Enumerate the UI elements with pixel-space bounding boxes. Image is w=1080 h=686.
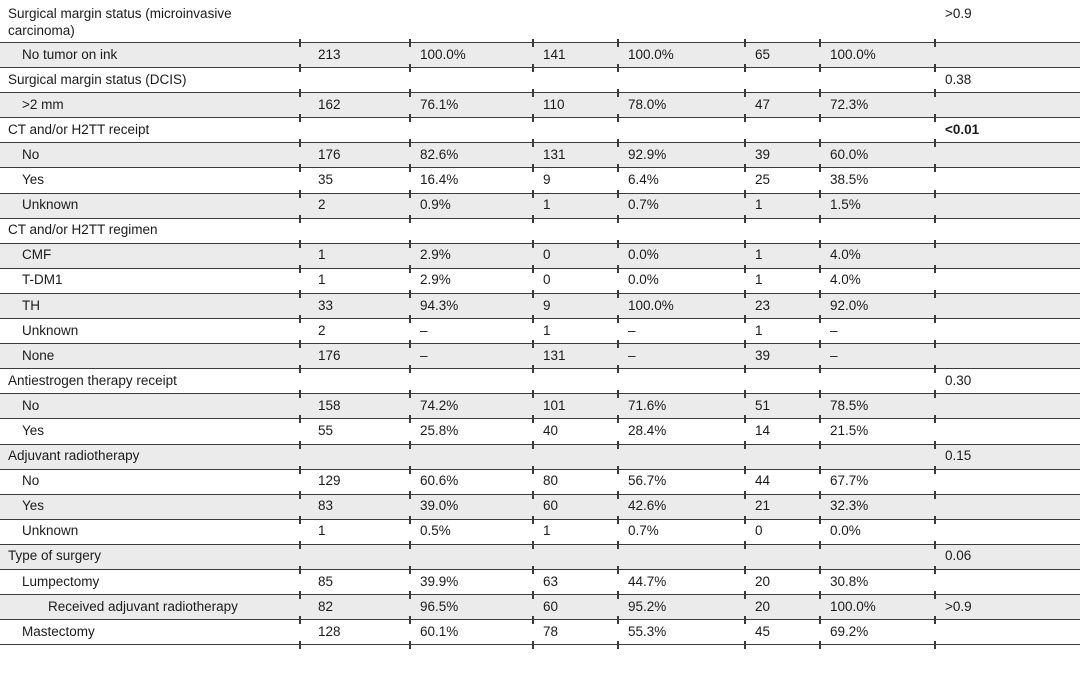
count-cell: 1 <box>300 519 410 544</box>
p-value-cell <box>935 193 1080 218</box>
row-label: No <box>0 394 300 419</box>
row-label: Unknown <box>0 319 300 344</box>
count-cell <box>533 369 618 394</box>
table-row <box>0 293 1080 318</box>
count-cell: 1 <box>745 319 820 344</box>
p-value-cell <box>935 469 1080 494</box>
percent-cell: 76.1% <box>410 93 533 118</box>
row-label: TH <box>0 293 300 318</box>
percent-cell: 100.0% <box>820 595 935 620</box>
percent-cell: 25.8% <box>410 419 533 444</box>
count-cell: 65 <box>745 43 820 68</box>
percent-cell: – <box>820 344 935 369</box>
category-row <box>0 369 1080 394</box>
percent-cell: 92.0% <box>820 293 935 318</box>
count-cell <box>745 444 820 469</box>
table-row <box>0 569 1080 594</box>
count-cell <box>300 218 410 243</box>
percent-cell: 0.7% <box>618 193 745 218</box>
count-cell: 101 <box>533 394 618 419</box>
count-cell <box>300 544 410 569</box>
count-cell <box>745 544 820 569</box>
category-label: CT and/or H2TT regimen <box>0 218 300 243</box>
percent-cell: 21.5% <box>820 419 935 444</box>
percent-cell <box>618 0 745 43</box>
count-cell: 33 <box>300 293 410 318</box>
count-cell: 45 <box>745 620 820 645</box>
category-row <box>0 544 1080 569</box>
percent-cell: 72.3% <box>820 93 935 118</box>
percent-cell: 94.3% <box>410 293 533 318</box>
percent-cell: 28.4% <box>618 419 745 444</box>
row-label: No tumor on ink <box>0 43 300 68</box>
row-label: >2 mm <box>0 93 300 118</box>
percent-cell <box>820 68 935 93</box>
percent-cell <box>618 118 745 143</box>
count-cell <box>300 369 410 394</box>
table-row <box>0 43 1080 68</box>
category-label: Surgical margin status (DCIS) <box>0 68 300 93</box>
percent-cell: 69.2% <box>820 620 935 645</box>
count-cell <box>533 218 618 243</box>
p-value-cell <box>935 620 1080 645</box>
p-value-cell <box>935 218 1080 243</box>
percent-cell: – <box>820 319 935 344</box>
percent-cell: 16.4% <box>410 168 533 193</box>
percent-cell: – <box>618 344 745 369</box>
p-value-cell <box>935 143 1080 168</box>
row-label: No <box>0 469 300 494</box>
count-cell: 176 <box>300 143 410 168</box>
percent-cell: 0.0% <box>618 268 745 293</box>
p-value-cell <box>935 494 1080 519</box>
count-cell: 1 <box>745 268 820 293</box>
count-cell: 213 <box>300 43 410 68</box>
table-row <box>0 143 1080 168</box>
percent-cell: 55.3% <box>618 620 745 645</box>
count-cell <box>533 68 618 93</box>
table-row <box>0 519 1080 544</box>
percent-cell: – <box>618 319 745 344</box>
row-label: Yes <box>0 419 300 444</box>
count-cell: 83 <box>300 494 410 519</box>
table-row <box>0 469 1080 494</box>
percent-cell: 38.5% <box>820 168 935 193</box>
row-label: Yes <box>0 494 300 519</box>
percent-cell: 67.7% <box>820 469 935 494</box>
percent-cell <box>820 118 935 143</box>
count-cell: 82 <box>300 595 410 620</box>
percent-cell <box>618 218 745 243</box>
percent-cell: 6.4% <box>618 168 745 193</box>
p-value-cell <box>935 519 1080 544</box>
percent-cell <box>410 544 533 569</box>
count-cell: 20 <box>745 595 820 620</box>
category-row <box>0 0 1080 43</box>
count-cell: 60 <box>533 494 618 519</box>
count-cell: 44 <box>745 469 820 494</box>
row-label: T-DM1 <box>0 268 300 293</box>
count-cell: 0 <box>533 268 618 293</box>
category-row <box>0 218 1080 243</box>
table-row <box>0 268 1080 293</box>
count-cell <box>745 0 820 43</box>
percent-cell <box>618 544 745 569</box>
percent-cell: 60.1% <box>410 620 533 645</box>
p-value-cell: >0.9 <box>935 595 1080 620</box>
percent-cell: 30.8% <box>820 569 935 594</box>
category-row <box>0 118 1080 143</box>
count-cell: 1 <box>533 193 618 218</box>
p-value-cell <box>935 293 1080 318</box>
percent-cell: 42.6% <box>618 494 745 519</box>
table-row <box>0 620 1080 645</box>
count-cell: 128 <box>300 620 410 645</box>
row-label: No <box>0 143 300 168</box>
percent-cell: 0.7% <box>618 519 745 544</box>
percent-cell: 60.6% <box>410 469 533 494</box>
p-value-cell <box>935 43 1080 68</box>
table-row <box>0 419 1080 444</box>
count-cell: 35 <box>300 168 410 193</box>
percent-cell: 95.2% <box>618 595 745 620</box>
percent-cell <box>410 369 533 394</box>
percent-cell: – <box>410 344 533 369</box>
row-label: Yes <box>0 168 300 193</box>
row-label: Received adjuvant radiotherapy <box>0 595 300 620</box>
category-label: Antiestrogen therapy receipt <box>0 369 300 394</box>
count-cell <box>533 444 618 469</box>
count-cell: 39 <box>745 143 820 168</box>
count-cell <box>745 118 820 143</box>
count-cell: 1 <box>745 193 820 218</box>
row-label: Unknown <box>0 193 300 218</box>
percent-cell <box>820 218 935 243</box>
count-cell <box>745 218 820 243</box>
table-row <box>0 394 1080 419</box>
row-label: Mastectomy <box>0 620 300 645</box>
count-cell: 131 <box>533 143 618 168</box>
count-cell: 23 <box>745 293 820 318</box>
p-value-cell <box>935 394 1080 419</box>
percent-cell: 2.9% <box>410 268 533 293</box>
count-cell: 39 <box>745 344 820 369</box>
category-label: Adjuvant radiotherapy <box>0 444 300 469</box>
table-row <box>0 168 1080 193</box>
percent-cell <box>820 369 935 394</box>
row-label: None <box>0 344 300 369</box>
count-cell <box>533 0 618 43</box>
count-cell <box>745 68 820 93</box>
percent-cell: 0.5% <box>410 519 533 544</box>
count-cell: 80 <box>533 469 618 494</box>
count-cell: 85 <box>300 569 410 594</box>
count-cell: 55 <box>300 419 410 444</box>
percent-cell: 2.9% <box>410 243 533 268</box>
percent-cell: 4.0% <box>820 243 935 268</box>
count-cell: 141 <box>533 43 618 68</box>
table-row <box>0 344 1080 369</box>
p-value-cell: <0.01 <box>935 118 1080 143</box>
percent-cell <box>618 369 745 394</box>
percent-cell: 100.0% <box>820 43 935 68</box>
count-cell: 176 <box>300 344 410 369</box>
percent-cell <box>618 68 745 93</box>
category-row <box>0 68 1080 93</box>
percent-cell: 39.9% <box>410 569 533 594</box>
percent-cell <box>410 68 533 93</box>
p-value-cell: 0.15 <box>935 444 1080 469</box>
count-cell: 162 <box>300 93 410 118</box>
count-cell <box>300 68 410 93</box>
percent-cell: 56.7% <box>618 469 745 494</box>
count-cell: 131 <box>533 344 618 369</box>
count-cell <box>533 118 618 143</box>
percent-cell: 0.9% <box>410 193 533 218</box>
table-row <box>0 595 1080 620</box>
percent-cell: 44.7% <box>618 569 745 594</box>
p-value-cell <box>935 243 1080 268</box>
percent-cell: 32.3% <box>820 494 935 519</box>
percent-cell <box>820 0 935 43</box>
p-value-cell <box>935 419 1080 444</box>
count-cell: 1 <box>300 268 410 293</box>
count-cell: 2 <box>300 193 410 218</box>
percent-cell: 82.6% <box>410 143 533 168</box>
percent-cell: 100.0% <box>618 293 745 318</box>
count-cell: 63 <box>533 569 618 594</box>
p-value-cell <box>935 168 1080 193</box>
p-value-cell <box>935 569 1080 594</box>
percent-cell: – <box>410 319 533 344</box>
table-row <box>0 193 1080 218</box>
count-cell: 78 <box>533 620 618 645</box>
percent-cell: 39.0% <box>410 494 533 519</box>
percent-cell: 78.5% <box>820 394 935 419</box>
count-cell: 9 <box>533 293 618 318</box>
count-cell: 1 <box>300 243 410 268</box>
count-cell <box>745 369 820 394</box>
count-cell: 21 <box>745 494 820 519</box>
percent-cell <box>410 0 533 43</box>
count-cell: 47 <box>745 93 820 118</box>
count-cell: 20 <box>745 569 820 594</box>
count-cell: 2 <box>300 319 410 344</box>
percent-cell <box>410 218 533 243</box>
p-value-cell: 0.30 <box>935 369 1080 394</box>
percent-cell: 4.0% <box>820 268 935 293</box>
p-value-cell <box>935 319 1080 344</box>
p-value-cell: 0.38 <box>935 68 1080 93</box>
category-label: Surgical margin status (microinvasive carcinoma) <box>0 0 300 43</box>
p-value-cell <box>935 268 1080 293</box>
row-label: Lumpectomy <box>0 569 300 594</box>
percent-cell: 100.0% <box>618 43 745 68</box>
percent-cell: 60.0% <box>820 143 935 168</box>
p-value-cell <box>935 344 1080 369</box>
percent-cell: 92.9% <box>618 143 745 168</box>
percent-cell <box>820 544 935 569</box>
table-row <box>0 243 1080 268</box>
count-cell: 25 <box>745 168 820 193</box>
count-cell: 0 <box>745 519 820 544</box>
count-cell: 1 <box>745 243 820 268</box>
count-cell: 129 <box>300 469 410 494</box>
count-cell: 60 <box>533 595 618 620</box>
count-cell: 158 <box>300 394 410 419</box>
percent-cell: 0.0% <box>618 243 745 268</box>
row-label: Unknown <box>0 519 300 544</box>
count-cell <box>300 444 410 469</box>
percent-cell: 74.2% <box>410 394 533 419</box>
percent-cell: 0.0% <box>820 519 935 544</box>
percent-cell <box>410 118 533 143</box>
category-label: CT and/or H2TT receipt <box>0 118 300 143</box>
p-value-cell <box>935 93 1080 118</box>
p-value-cell: >0.9 <box>935 0 1080 43</box>
percent-cell <box>410 444 533 469</box>
table-row <box>0 494 1080 519</box>
count-cell: 9 <box>533 168 618 193</box>
count-cell <box>300 118 410 143</box>
p-value-cell: 0.06 <box>935 544 1080 569</box>
percent-cell: 78.0% <box>618 93 745 118</box>
count-cell: 51 <box>745 394 820 419</box>
percent-cell <box>820 444 935 469</box>
percent-cell: 100.0% <box>410 43 533 68</box>
row-label: CMF <box>0 243 300 268</box>
percent-cell: 71.6% <box>618 394 745 419</box>
table-row <box>0 93 1080 118</box>
count-cell <box>300 0 410 43</box>
count-cell: 110 <box>533 93 618 118</box>
count-cell: 1 <box>533 519 618 544</box>
count-cell: 1 <box>533 319 618 344</box>
percent-cell: 1.5% <box>820 193 935 218</box>
count-cell: 0 <box>533 243 618 268</box>
count-cell: 40 <box>533 419 618 444</box>
percent-cell <box>618 444 745 469</box>
count-cell <box>533 544 618 569</box>
percent-cell: 96.5% <box>410 595 533 620</box>
table-row <box>0 319 1080 344</box>
category-row <box>0 444 1080 469</box>
count-cell: 14 <box>745 419 820 444</box>
category-label: Type of surgery <box>0 544 300 569</box>
